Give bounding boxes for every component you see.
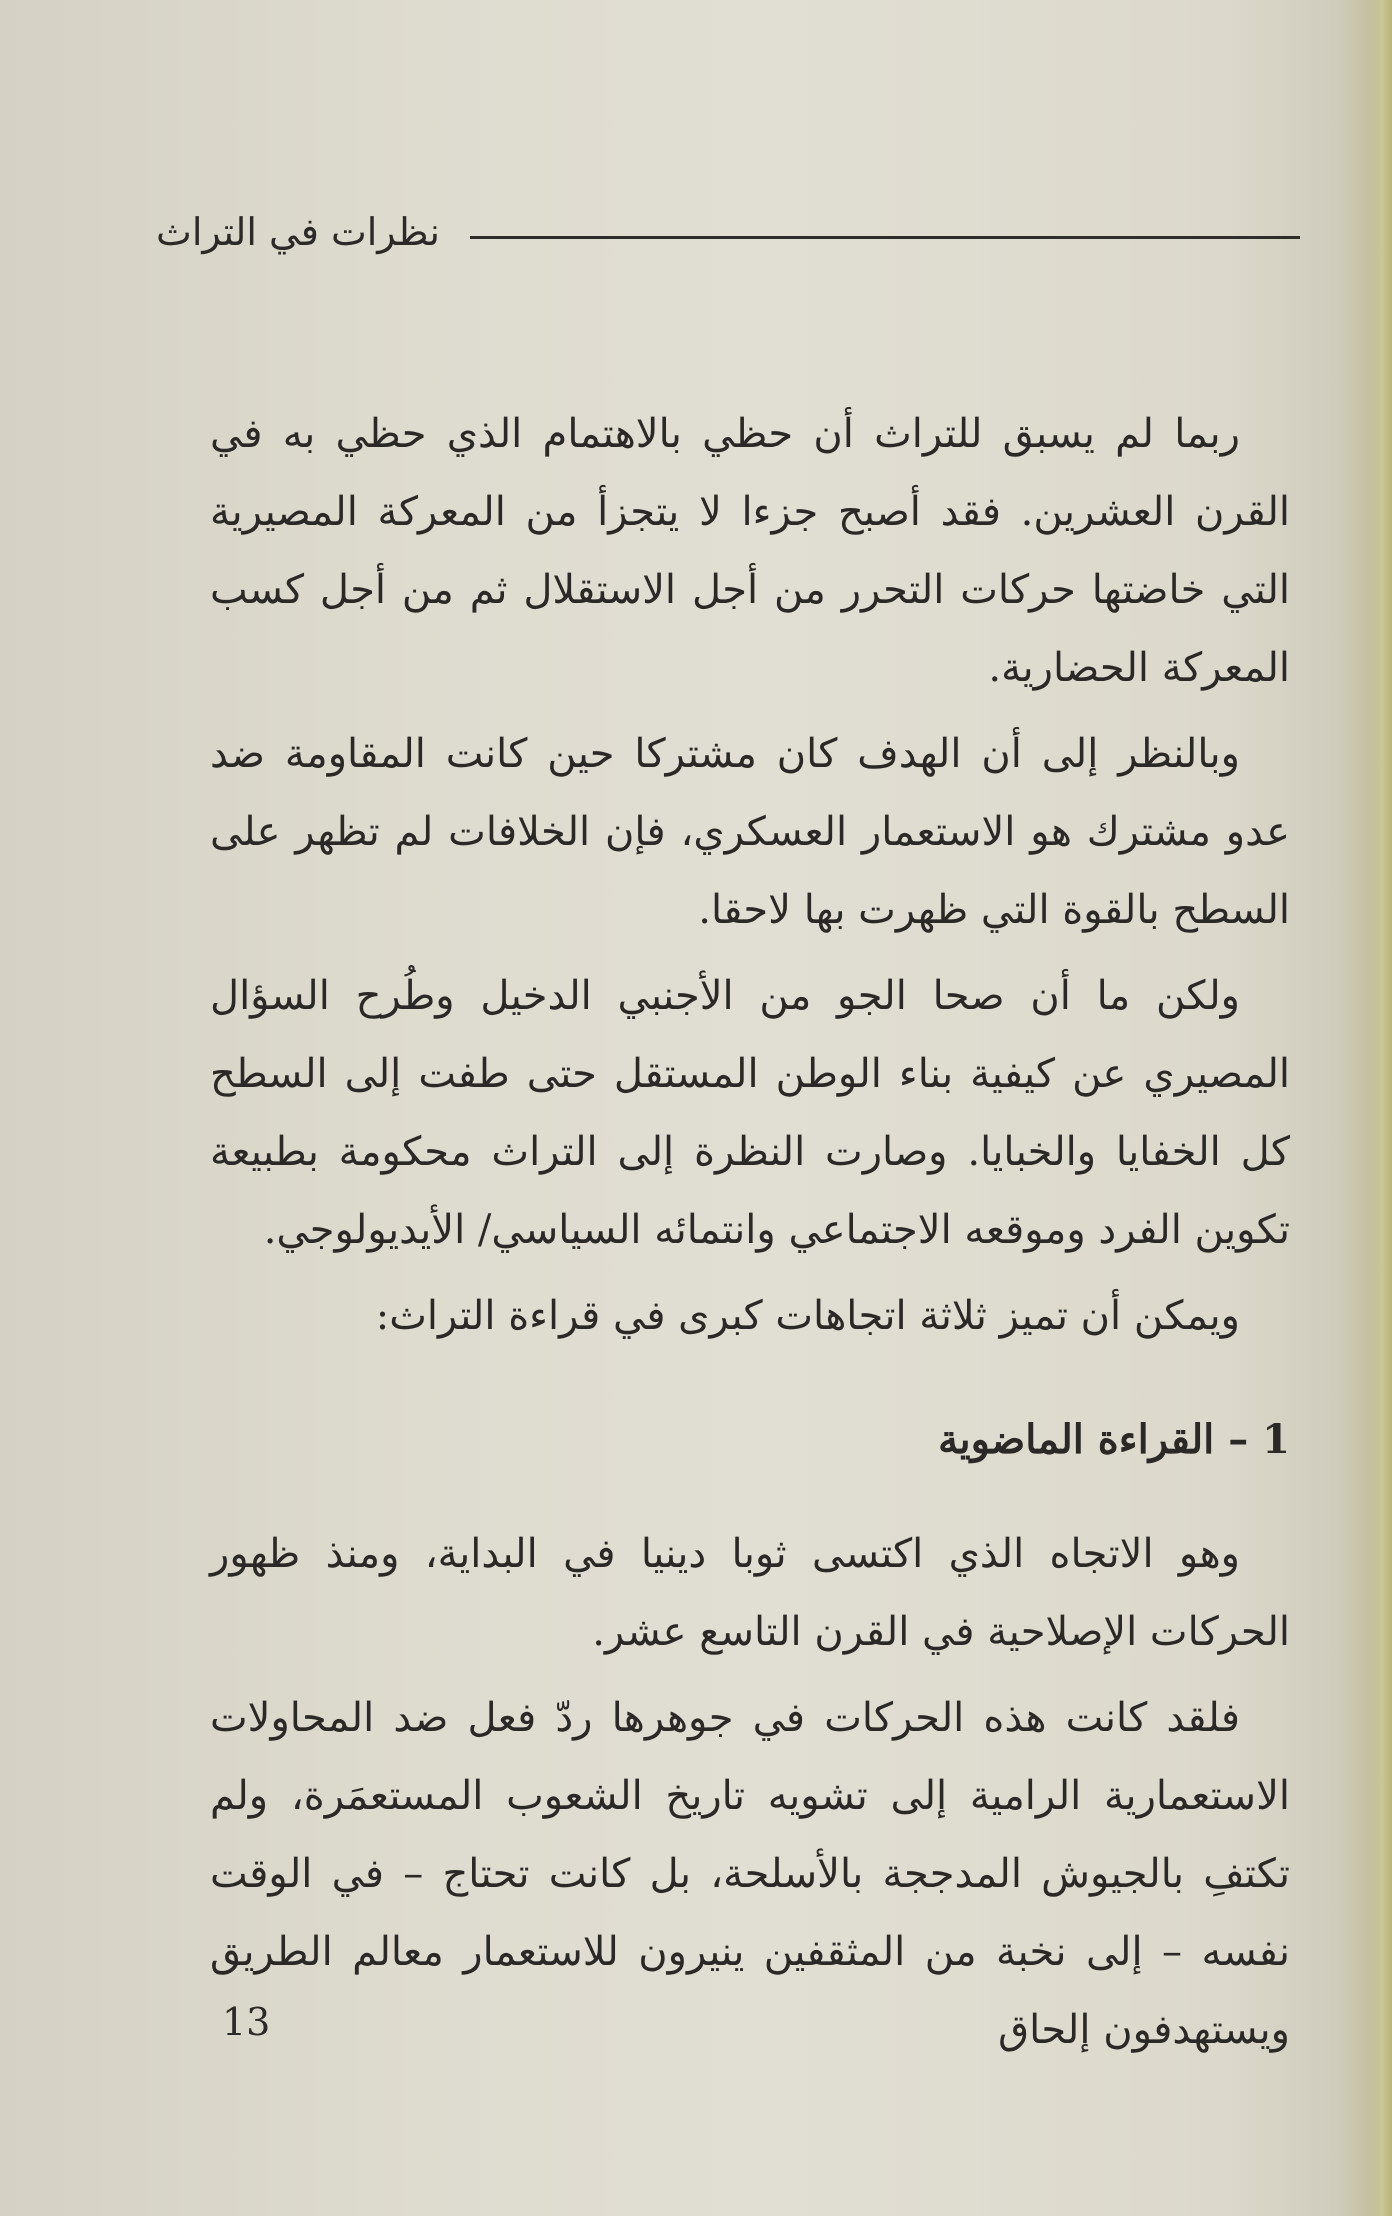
body-text [210,395,1290,2077]
page-number: 13 [222,2000,271,2044]
paragraph-3: ولكن ما أن صحا الجو من الأجنبي الدخيل وطُرح السؤال المصيري عن كيفية بناء الوطن المستقل حتى طفت إلى السطح كل الخفايا والخبايا. وصارت النظرة إلى التراث محكومة بطبيعة تكوين الفرد وموقعه الاجتماعي وانتمائه السياسي/ الأيديولوجي. [210,973,1290,1253]
section-paragraph-2: فلقد كانت هذه الحركات في جوهرها ردّ فعل ضد المحاولات الاستعمارية الرامية إلى تشويه تاريخ الشعوب المستعمَرة، ولم تكتفِ بالجيوش المدججة بالأسلحة، بل كانت تحتاج – في الوقت نفسه – إلى نخبة من المثقفين ينيرون للاستعمار معالم الطريق ويستهدفون إلحاق [210,1695,1290,2053]
paragraph-2: وبالنظر إلى أن الهدف كان مشتركا حين كانت المقاومة ضد عدو مشترك هو الاستعمار العسكري، فإن الخلافات لم تظهر على السطح بالقوة التي ظهرت بها لاحقا. [210,731,1290,933]
running-header-title: نظرات في التراث [156,210,440,254]
section-paragraph-1: وهو الاتجاه الذي اكتسى ثوبا دينيا في البداية، ومنذ ظهور الحركات الإصلاحية في القرن التاسع عشر. [210,1531,1290,1655]
header-rule [470,236,1300,239]
paragraph-4: ويمكن أن تميز ثلاثة اتجاهات كبرى في قراءة التراث: [375,1293,1240,1339]
paragraph-1: ربما لم يسبق للتراث أن حظي بالاهتمام الذي حظي به في القرن العشرين. فقد أصبح جزءا لا يتجزأ من المعركة المصيرية التي خاضتها حركات التحرر من أجل الاستقلال ثم من أجل كسب المعركة الحضارية. [210,411,1291,691]
page-edge-shadow [1370,0,1392,2216]
running-header [156,210,1300,270]
section-heading: 1 – القراءة الماضوية [938,1416,1290,1463]
